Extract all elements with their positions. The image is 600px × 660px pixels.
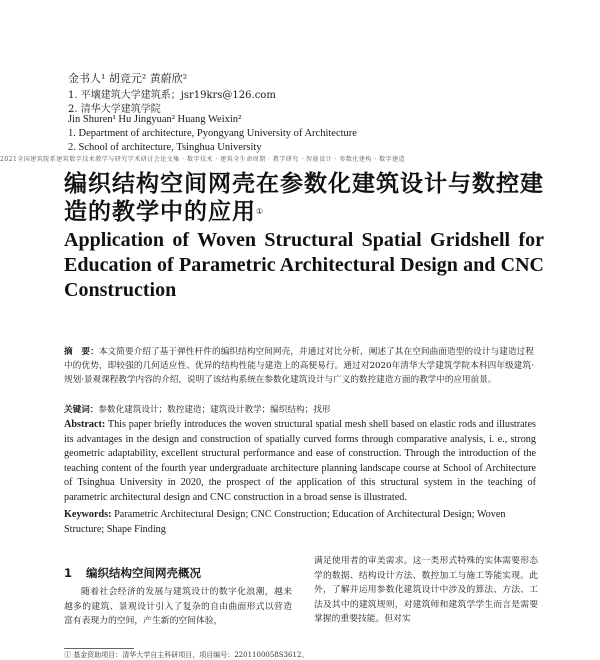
keywords-en-label: Keywords:	[64, 509, 112, 520]
section-title: 编织结构空间网壳概况	[86, 566, 202, 580]
body-right-column: 满足使用者的审美需求。这一类形式特殊的实体需要形态学的数据、结构设计方法、数控加工与施工等能实现。此外，了解并运用参数化建筑设计中涉及的算法、方法、工法及其中的建筑规则，对建筑师和建筑学学生而言是需要掌握的重要技能。但对实	[314, 556, 538, 624]
abstract-cn-text: 本文简要介绍了基于弹性杆件的编织结构空间网壳，并通过对比分析，阐述了其在空间曲面造型的设计与建造过程中的优势，即较强的几何适应性、优异的结构性能与建造上的高便易行。通过对2020年清华大学建筑学院本科四年级建筑·规划·景观课程教学内容的介绍，说明了该结构系统在参数化建筑设计与广义的数控建造方面的教学中的应用前景。	[64, 347, 534, 385]
abstract-cn-label: 摘 要：	[64, 347, 99, 357]
keywords-cn-text: 参数化建筑设计；数控建造；建筑设计教学；编织结构；找形	[98, 405, 331, 415]
section-heading	[64, 565, 201, 581]
affiliation-en-1: 1. Department of architecture, Pyongyang University of Architecture	[68, 128, 357, 139]
conference-banner: 2021全国建筑院系建筑数字技术教学与研究学术研讨会论文集 · 数字技术 · 建筑全生命周期 · 教学研究 · 智能设计 · 参数化建构 · 数字建造	[0, 156, 406, 163]
abstract-english	[64, 418, 536, 506]
affiliation-en-2: 2. School of architecture, Tsinghua University	[68, 142, 262, 153]
title-chinese	[64, 170, 554, 226]
footnote: ① 基金资助项目：清华大学自主科研项目，项目编号：2201100058S3612。	[64, 651, 309, 659]
title-english: Application of Woven Structural Spatial Gridshell for Education of Parametric Architectural Design and CNC Construction	[64, 229, 544, 301]
abstract-en-text: This paper briefly introduces the woven structural spatial mesh shell based on elastic rods and illustrates its advantages in the design and construction of spatially curved forms through comparative analysis, i. e., strong geometric adaptability, excellent structural performance and ease of construction. Through the introduction of the teaching content of the fourth year undergraduate architecture planning landscape course at School of Architecture of Tsinghua University in 2020, the prospect of the application of this structural system in the teaching of parametric architectural design and CNC construction in a broad sense is illustrated.	[64, 419, 536, 503]
keywords-cn-label: 关键词：	[64, 405, 99, 415]
footnote-rule	[64, 648, 134, 649]
title-footnote-mark: ①	[256, 207, 265, 216]
abstract-chinese	[64, 345, 534, 387]
affiliation-cn-1: 1. 平壤建筑大学建筑系；jsr19krs@126.com	[68, 90, 276, 101]
authors-cn: 金书人¹ 胡竞元² 黄蔚欣²	[68, 72, 188, 85]
keywords-en-text: Parametric Architectural Design; CNC Construction; Education of Architectural Design; Woven Structure; Shape Finding	[64, 509, 506, 535]
authors-en: Jin Shuren¹ Hu Jingyuan² Huang Weixin²	[68, 114, 242, 125]
keywords-chinese	[64, 403, 534, 417]
abstract-en-label: Abstract:	[64, 419, 106, 430]
title-chinese-text: 编织结构空间网壳在参数化建筑设计与数控建造的教学中的应用	[64, 171, 544, 225]
affiliation-cn-2: 2. 清华大学建筑学院	[68, 104, 161, 115]
section-number: 1	[64, 566, 73, 580]
body-left-column: 随着社会经济的发展与建筑设计的数字化浪潮，越来越多的建筑、景观设计引入了复杂的自由曲面形式以营造富有表现力的空间，产生新的空间体验，	[64, 587, 292, 626]
keywords-english	[64, 508, 536, 537]
